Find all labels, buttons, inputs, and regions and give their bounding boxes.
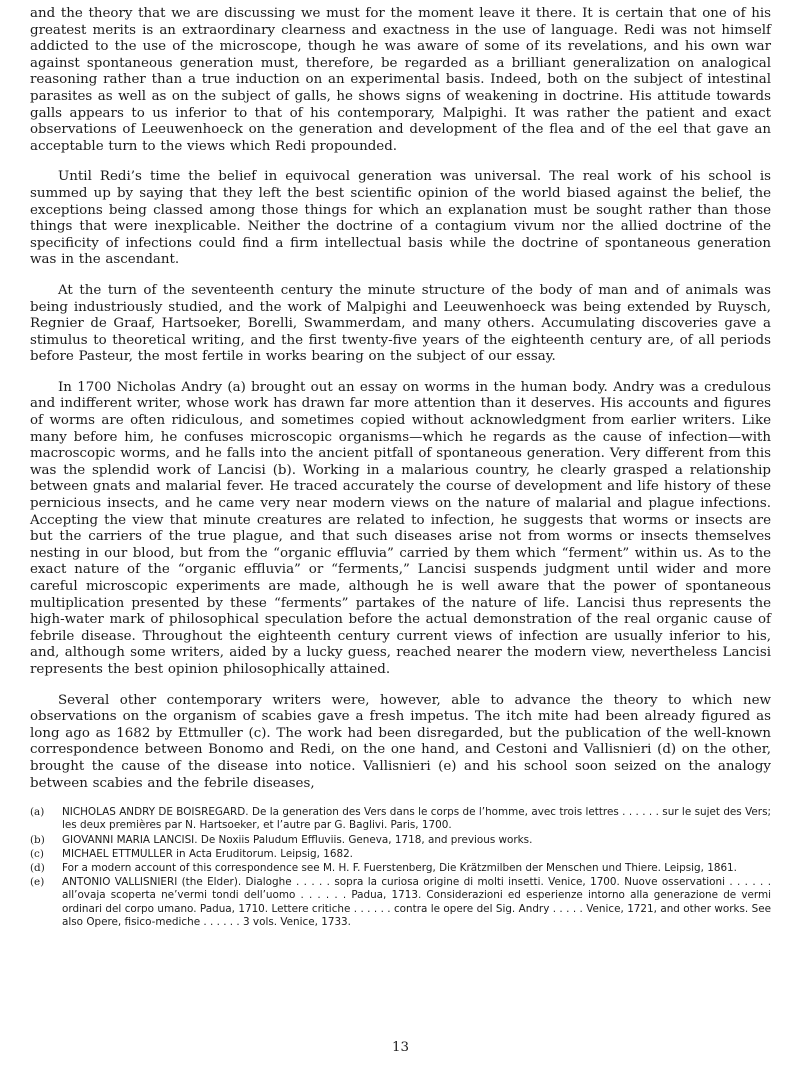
footnote-text: GIOVANNI MARIA LANCISI. De Noxiis Paludum Effluviis. Geneva, 1718, and previous works.: [62, 833, 533, 846]
footnote: [30, 834, 771, 847]
footnotes: [30, 806, 771, 929]
paragraph: In 1700 Nicholas Andry (a) brought out an essay on worms in the human body. Andry was a credulous and indifferent writer, whose work has drawn far more attention than it deserves. His accounts and figures of worms are often ridiculous, and sometimes copied without acknowledgment from earlier writers. Like many before him, he confuses microscopic organisms—which he regards as the cause of infection—with macroscopic worms, and he falls into the ancient pitfall of spontaneous generation. Very different from this was the splendid work of Lancisi (b). Working in a malarious country, he clearly grasped a relationship between gnats and malarial fever. He traced accurately the course of development and life history of these pernicious insects, and he came very near modern views on the nature of malarial and plague infections. Accepting the view that minute creatures are related to infection, he suggests that worms or insects are but the carriers of the true plague, and that such diseases arise not from worms or insects themselves nesting in our blood, but from the “organic effluvia” carried by them which “ferment” within us. As to the exact nature of the “organic effluvia” or “ferments,” Lancisi suspends judgment until wider and more careful microscopic experiments are made, although he is well aware that the power of spontaneous multiplication presented by these “ferments” partakes of the nature of life. Lancisi thus represents the high-water mark of philosophical speculation before the actual demonstration of the real organic cause of febrile disease. Throughout the eighteenth century current views of infection are usually inferior to his, and, although some writers, aided by a lucky guess, reached nearer the modern view, nevertheless Lancisi represents the best opinion philosophically attained.: [30, 379, 771, 677]
footnote-mark: (b): [30, 833, 45, 846]
footnote-text: ANTONIO VALLISNIERI (the Elder). Dialoghe . . . . . sopra la curiosa origine di molti insetti. Venice, 1700. Nuove osservationi . . . . . . all’ovaja scoperta ne’vermi tondi dell’uomo . . . . . . Padua, 1713. Considerazioni ed esperienze intorno alla generazione de vermi ordinari del corpo umano. Padua, 1710. Lettere critiche . . . . . . contra le opere del Sig. Andry . . . . . Venice, 1721, and other works. See also Opere, fisico-mediche . . . . . . 3 vols. Venice, 1733.: [62, 876, 771, 928]
footnote-mark: (c): [30, 847, 44, 860]
footnote: [30, 848, 771, 861]
footnote-text: For a modern account of this correspondence see M. H. F. Fuerstenberg, Die Krätzmilben der Menschen und Thiere. Leipsig, 1861.: [62, 861, 737, 874]
paragraph: Until Redi’s time the belief in equivocal generation was universal. The real work of his school is summed up by saying that they left the best scientific opinion of the world biased against the belief, the exceptions being classed among those things for which an explanation must be sought rather than those things that were inexplicable. Neither the doctrine of a contagium vivum nor the allied doctrine of the specificity of infections could find a firm intellectual basis while the doctrine of spontaneous generation was in the ascendant.: [30, 169, 771, 268]
footnote-mark: (a): [30, 806, 45, 819]
footnote-mark: (d): [30, 861, 45, 874]
footnote: [30, 862, 771, 875]
footnote-text: MICHAEL ETTMULLER in Acta Eruditorum. Leipsig, 1682.: [62, 847, 353, 860]
paragraph: At the turn of the seventeenth century the minute structure of the body of man and of animals was being industriously studied, and the work of Malpighi and Leeuwenhoeck was being extended by Ruysch, Regnier de Graaf, Hartsoeker, Borelli, Swammerdam, and many others. Accumulating discoveries gave a stimulus to theoretical writing, and the first twenty-five years of the eighteenth century are, of all periods before Pasteur, the most fertile in works bearing on the subject of our essay.: [30, 282, 771, 365]
paragraph: and the theory that we are discussing we must for the moment leave it there. It is certain that one of his greatest merits is an extraordinary clearness and exactness in the use of language. Redi was not himself addicted to the use of the microscope, though he was aware of some of its revelations, and his own war against spontaneous generation must, therefore, be regarded as a brilliant generalization on analogical reasoning rather than a true induction on an experimental basis. Indeed, both on the subject of intestinal parasites as well as on the subject of galls, he shows signs of weakening in doctrine. His attitude towards galls appears to us inferior to that of his contemporary, Malpighi. It was rather the patient and exact observations of Leeuwenhoeck on the generation and development of the flea and of the eel that gave an acceptable turn to the views which Redi propounded.: [30, 6, 771, 154]
page-number: 13: [391, 1040, 410, 1055]
paragraph: Several other contemporary writers were, however, able to advance the theory to which new observations on the organism of scabies gave a fresh impetus. The itch mite had been already figured as long ago as 1682 by Ettmuller (c). The work had been disregarded, but the publication of the well-known correspondence between Bonomo and Redi, on the one hand, and Cestoni and Vallisnieri (d) on the other, brought the cause of the disease into notice. Vallisnieri (e) and his school soon seized on the analogy between scabies and the febrile diseases,: [30, 692, 771, 791]
footnote-mark: (e): [30, 876, 45, 889]
body-text: [30, 6, 771, 792]
footnote: [30, 876, 771, 929]
footnote: [30, 806, 771, 832]
footnote-text: NICHOLAS ANDRY DE BOISREGARD. De la generation des Vers dans le corps de l’homme, avec trois lettres . . . . . . sur le sujet des Vers; les deux premières par N. Hartsoeker, et l’autre par G. Baglivi. Paris, 1700.: [62, 806, 771, 832]
